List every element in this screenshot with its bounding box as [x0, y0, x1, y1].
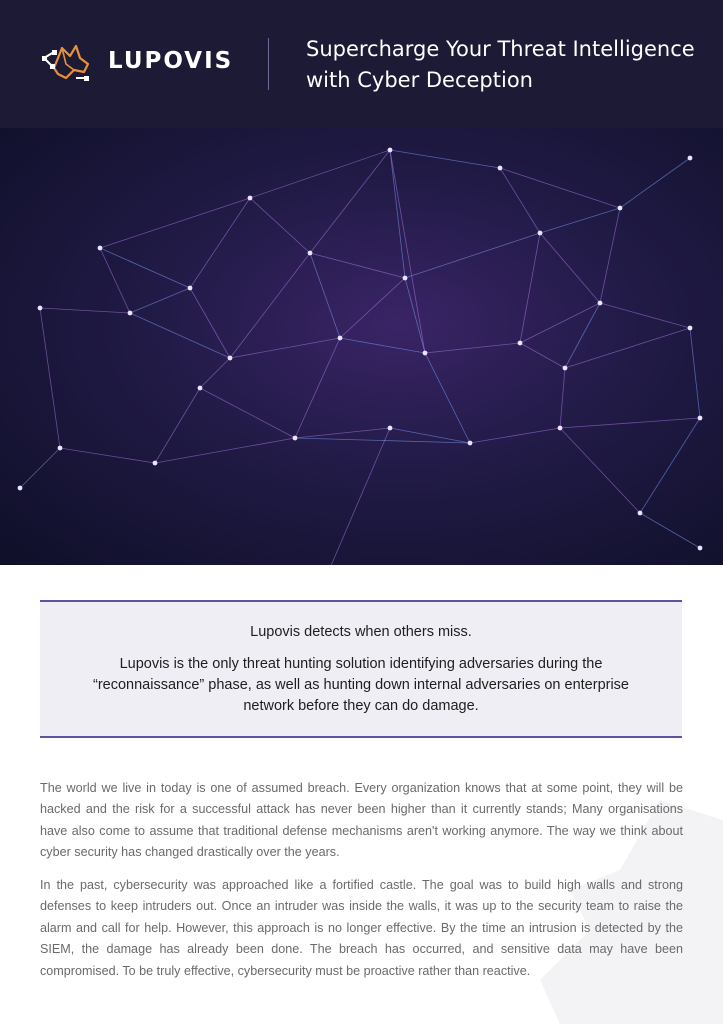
mesh-node: [18, 486, 23, 491]
mesh-node: [153, 461, 158, 466]
mesh-line: [40, 308, 60, 448]
mesh-node: [388, 426, 393, 431]
mesh-node: [403, 276, 408, 281]
brand-name: LUPOVIS: [108, 48, 234, 74]
callout-headline: Lupovis detects when others miss.: [250, 624, 472, 640]
mesh-node: [688, 326, 693, 331]
mesh-line: [130, 288, 190, 313]
mesh-line: [520, 303, 600, 343]
mesh-line: [425, 343, 520, 353]
wolf-network-icon: [40, 38, 92, 86]
mesh-line: [340, 338, 425, 353]
mesh-line: [190, 198, 250, 288]
mesh-line: [40, 308, 130, 313]
mesh-line: [295, 338, 340, 438]
mesh-line: [230, 253, 310, 358]
mesh-node: [188, 286, 193, 291]
mesh-line: [250, 150, 390, 198]
mesh-node: [38, 306, 43, 311]
mesh-node: [338, 336, 343, 341]
mesh-line: [405, 278, 425, 353]
mesh-line: [540, 208, 620, 233]
mesh-line: [310, 253, 405, 278]
mesh-node: [698, 546, 703, 551]
mesh-node: [688, 156, 693, 161]
mesh-line: [390, 150, 405, 278]
mesh-node: [228, 356, 233, 361]
mesh-line: [600, 208, 620, 303]
body-paragraph-2: In the past, cybersecurity was approached like a fortified castle. The goal was to build high walls and strong defenses to keep intruders out. Once an intruder was inside the walls, it was up to the security team to raise the alarm and call for help. However, this approach is no longer effective. By the time an intrusion is detected by the SIEM, the damage has already been done. The breach has occurred, and sensitive data may have been compromised. To be truly effective, cybersecurity must be proactive rather than reactive.: [40, 877, 683, 978]
mesh-line: [560, 368, 565, 428]
mesh-node: [538, 231, 543, 236]
mesh-line: [640, 418, 700, 513]
mesh-line: [520, 233, 540, 343]
mesh-line: [100, 248, 130, 313]
mesh-line: [340, 278, 405, 338]
mesh-line: [230, 338, 340, 358]
mesh-node: [248, 196, 253, 201]
mesh-line: [155, 438, 295, 463]
mesh-line: [520, 343, 565, 368]
header-divider: [268, 38, 269, 90]
mesh-line: [295, 428, 390, 438]
mesh-line: [200, 358, 230, 388]
page-title: Supercharge Your Threat Intelligence with Cyber Deception: [306, 37, 695, 92]
mesh-line: [405, 233, 540, 278]
mesh-line: [690, 328, 700, 418]
mesh-line: [295, 438, 470, 443]
body-paragraph-1: The world we live in today is one of assumed breach. Every organization knows that at some point, they will be hacked and the risk for a successful attack has never been higher than it currently stands; Many organisations have also come to assume that traditional defense mechanisms aren't working anymore. The way we think about cyber security has changed drastically over the years.: [40, 780, 683, 860]
mesh-node: [423, 351, 428, 356]
mesh-line: [390, 150, 500, 168]
mesh-line: [310, 150, 390, 253]
mesh-line: [470, 428, 560, 443]
mesh-line: [620, 158, 690, 208]
mesh-node: [563, 366, 568, 371]
callout-description: Lupovis is the only threat hunting solution identifying adversaries during the “reconnaissance” phase, as well as hunting down internal adversaries on enterprise network before they can do damage.: [93, 656, 629, 714]
mesh-line: [390, 150, 425, 353]
mesh-line: [640, 513, 700, 548]
callout-box: [40, 600, 682, 738]
mesh-node: [128, 311, 133, 316]
mesh-node: [293, 436, 298, 441]
mesh-line: [560, 428, 640, 513]
mesh-node: [468, 441, 473, 446]
mesh-line: [560, 418, 700, 428]
mesh-node: [618, 206, 623, 211]
mesh-line: [500, 168, 620, 208]
mesh-line: [250, 198, 310, 253]
network-mesh-image: [0, 128, 723, 565]
mesh-node: [98, 246, 103, 251]
mesh-line: [100, 248, 190, 288]
mesh-node: [198, 386, 203, 391]
mesh-line: [155, 388, 200, 463]
mesh-node: [308, 251, 313, 256]
page-header: [0, 0, 723, 128]
mesh-line: [60, 448, 155, 463]
mesh-node: [558, 426, 563, 431]
mesh-line: [600, 303, 690, 328]
mesh-line: [200, 388, 295, 438]
mesh-line: [540, 233, 600, 303]
mesh-node: [388, 148, 393, 153]
mesh-line: [425, 353, 470, 443]
mesh-node: [598, 301, 603, 306]
mesh-line: [500, 168, 540, 233]
mesh-node: [58, 446, 63, 451]
mesh-line: [20, 448, 60, 488]
mesh-node: [518, 341, 523, 346]
mesh-line: [310, 253, 340, 338]
mesh-line: [190, 288, 230, 358]
mesh-line: [130, 313, 230, 358]
mesh-line: [330, 428, 390, 565]
mesh-node: [698, 416, 703, 421]
mesh-node: [498, 166, 503, 171]
mesh-line: [100, 198, 250, 248]
mesh-node: [638, 511, 643, 516]
